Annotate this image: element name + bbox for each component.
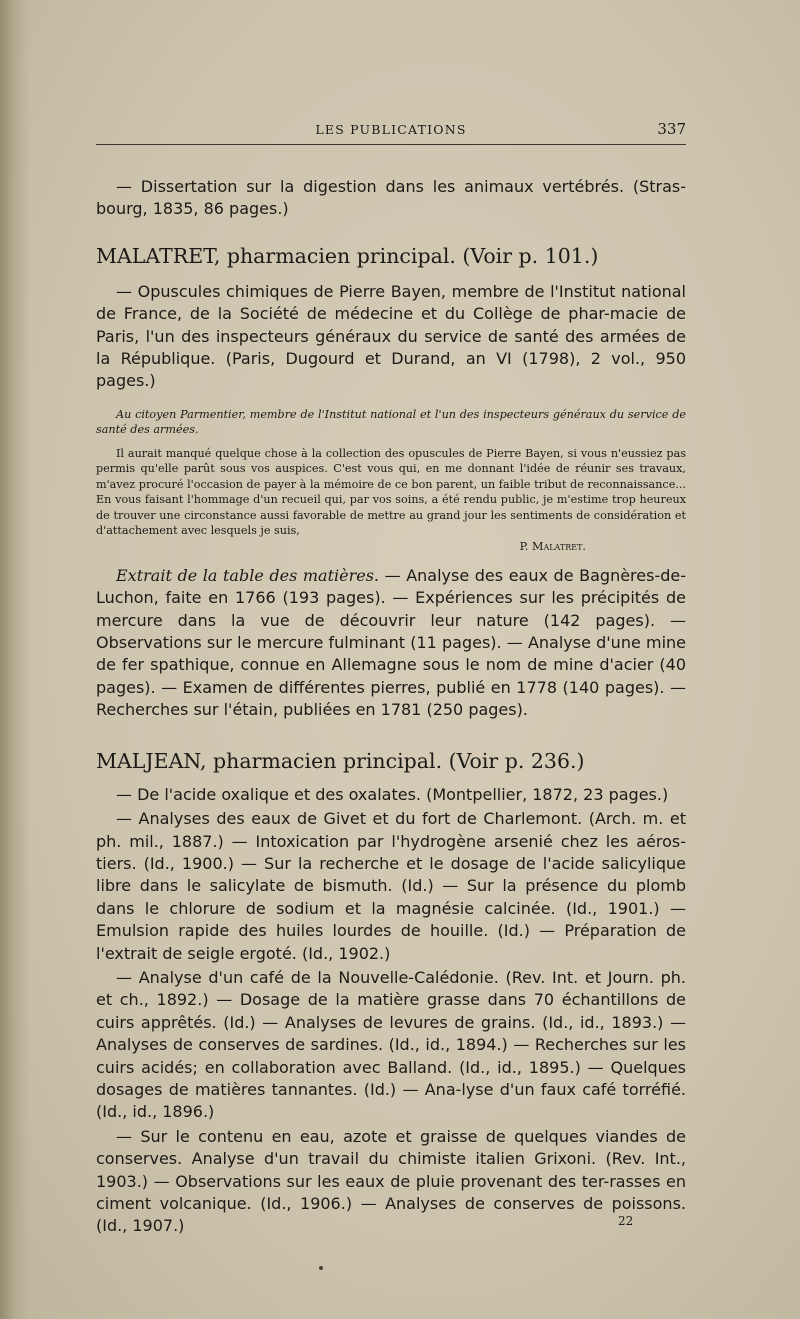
paragraph-dissertation: — Dissertation sur la digestion dans les animaux vertébrés. (Stras-bourg, 1835, 86 pages.)	[96, 177, 686, 219]
extract-label: Extrait de la table des matières.	[116, 565, 380, 585]
paragraph-extract	[96, 565, 686, 722]
running-header	[96, 120, 686, 145]
letter-signature: P. Malatret.	[519, 539, 586, 553]
dedication: Au citoyen Parmentier, membre de l'Institut national et l'un des inspecteurs généraux du service de santé des armées.	[96, 407, 686, 437]
running-title: LES PUBLICATIONS	[315, 122, 467, 137]
page-gutter-shadow	[0, 0, 30, 1319]
entry-heading-maljean: MALJEAN, pharmacien principal. (Voir p. 236.)	[96, 748, 585, 773]
paragraph-conserves: — Sur le contenu en eau, azote et graisse de quelques viandes de conserves. Analyse d'un travail du chimiste italien Grixoni. (Rev. Int., 1903.) — Observations sur les eaux de pluie provenant des ter-rasses en ciment volcanique. (Id., 1906.) — Analyses de conserves de poissons. (Id., 1907.)	[96, 1126, 686, 1236]
ink-speck	[319, 1266, 323, 1270]
signature-mark: 22	[618, 1214, 634, 1228]
paragraph-opuscules: — Opuscules chimiques de Pierre Bayen, membre de l'Institut national de France, de la Société de médecine et du Collège de phar-macie de Paris, l'un des inspecteurs généraux du service de santé des armées de la République. (Paris, Dugourd et Durand, an VI (1798), 2 vol., 950 pages.)	[96, 281, 686, 391]
paragraph-cafe: — Analyse d'un café de la Nouvelle-Calédonie. (Rev. Int. et Journ. ph. et ch., 1892.) — Dosage de la matière grasse dans 70 échantillons de cuirs apprêtés. (Id.) — Analyses de levures de grains. (Id., id., 1893.) — Analyses de conserves de sardines. (Id., id., 1894.) — Recherches sur les cuirs acidés; en collaboration avec Balland. (Id., id., 1895.) — Quelques dosages de matières tannantes. (Id.) — Ana-lyse d'un faux café torréfié. (Id., id., 1896.)	[96, 967, 686, 1122]
paragraph-acide-oxalique: — De l'acide oxalique et des oxalates. (Montpellier, 1872, 23 pages.)	[116, 784, 669, 804]
extract-text: — Analyse des eaux de Bagnères-de-Luchon, faite en 1766 (193 pages). — Expériences sur les précipités de mercure dans la vue de découvrir leur nature (142 pages). — Observations sur le mercure fulminant (11 pages). — Analyse d'une mine de fer spathique, connue en Allemagne sous le nom de mine d'acier (40 pages). — Examen de différentes pierres, publié en 1778 (140 pages). — Recherches sur l'étain, publiées en 1781 (250 pages).	[96, 565, 687, 720]
dedication-letter: Il aurait manqué quelque chose à la collection des opuscules de Pierre Bayen, si vous n'eussiez pas permis qu'elle parût sous vos auspices. C'est vous qui, en me donnant l'idée de réunir ses travaux, m'avez procuré l'occasion de payer à la mémoire de ce bon parent, un faible tribut de reconnaissance... En vous faisant l'hommage d'un recueil qui, par vos soins, a été rendu public, je m'estime trop heureux de trouver une circonstance aussi favorable de mettre au grand jour les sentiments de considération et d'attachement avec lesquels je suis,	[96, 446, 686, 538]
paragraph-analyses-eaux: — Analyses des eaux de Givet et du fort de Charlemont. (Arch. m. et ph. mil., 1887.) — Intoxication par l'hydrogène arsenié chez les aéros-tiers. (Id., 1900.) — Sur la recherche et le dosage de l'acide salicylique libre dans le salicylate de bismuth. (Id.) — Sur la présence du plomb dans le chlorure de sodium et la magnésie calcinée. (Id., 1901.) — Emulsion rapide des huiles lourdes de houille. (Id.) — Préparation de l'extrait de seigle ergoté. (Id., 1902.)	[96, 809, 686, 963]
page-body	[96, 176, 686, 1238]
entry-heading-malatret: MALATRET, pharmacien principal. (Voir p. 101.)	[96, 243, 599, 268]
page-number: 337	[657, 120, 686, 138]
